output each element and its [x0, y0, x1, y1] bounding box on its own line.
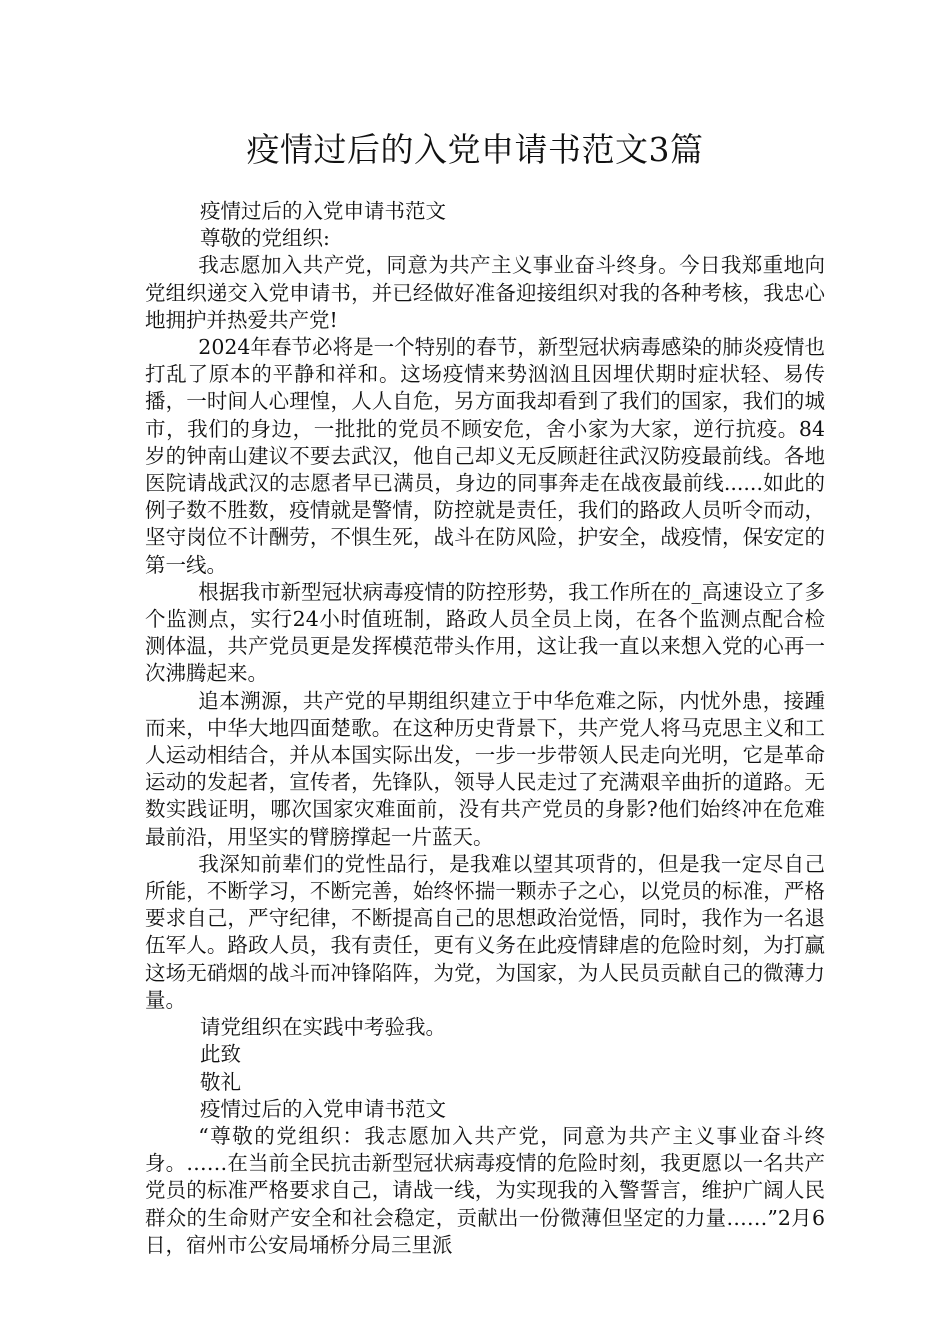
- body-paragraph: 追本溯源，共产党的早期组织建立于中华危难之际，内忧外患，接踵而来，中华大地四面楚歌。在这种历史背景下，共产党人将马克思主义和工人运动相结合，并从本国实际出发，一步一步带领人民走向光明，它是革命运动的发起者，宣传者，先锋队，领导人民走过了充满艰辛曲折的道路。无数实践证明，哪次国家灾难面前，没有共产党员的身影?他们始终冲在危难最前沿，用坚实的臂膀撑起一片蓝天。: [145, 688, 825, 849]
- body-paragraph: 2024年春节必将是一个特别的春节，新型冠状病毒感染的肺炎疫情也打乱了原本的平静和祥和。这场疫情来势汹汹且因埋伏期时症状轻、易传播，一时间人心理惶，人人自危，另方面我却看到了我们的国家，我们的城市，我们的身边，一批批的党员不顾安危，舍小家为大家，逆行抗疫。84岁的钟南山建议不要去武汉，他自己却义无反顾赶往武汉防疫最前线。各地医院请战武汉的志愿者早已满员，身边的同事奔走在战夜最前线......如此的例子数不胜数，疫情就是警情，防控就是责任，我们的路政人员听令而动，坚守岗位不计酬劳，不惧生死，战斗在防风险，护安全，战疫情，保安定的第一线。: [145, 335, 825, 577]
- body-paragraph: 我深知前辈们的党性品行，是我难以望其项背的，但是我一定尽自己所能，不断学习，不断完善，始终怀揣一颗赤子之心，以党员的标准，严格要求自己，严守纪律，不断提高自己的思想政治觉悟，同时，我作为一名退伍军人。路政人员，我有责任，更有义务在此疫情肆虐的危险时刻，为打赢这场无硝烟的战斗而冲锋陷阵，为党，为国家，为人民员贡献自己的微薄力量。: [145, 851, 825, 1012]
- section-heading: 疫情过后的入党申请书范文: [200, 199, 446, 223]
- document-body: [145, 198, 825, 1259]
- body-paragraph: 我志愿加入共产党，同意为共产主义事业奋斗终身。今日我郑重地向党组织递交入党申请书，并已经做好准备迎接组织对我的各种考核，我忠心地拥护并热爱共产党!: [145, 253, 825, 332]
- closing-salute: 敬礼: [200, 1069, 241, 1094]
- salutation: 尊敬的党组织:: [200, 226, 330, 251]
- document-title: 疫情过后的入党申请书范文3篇: [246, 130, 704, 169]
- body-paragraph: “尊敬的党组织：我志愿加入共产党，同意为共产主义事业奋斗终身。……在当前全民抗击新型冠状病毒疫情的危险时刻，我更愿以一名共产党员的标准严格要求自己，请战一线，为实现我的入警誓言，维护广阔人民群众的生命财产安全和社会稳定，贡献出一份微薄但坚定的力量……”2月6日，宿州市公安局埇桥分局三里派: [145, 1123, 825, 1257]
- section-heading: 疫情过后的入党申请书范文: [200, 1096, 446, 1121]
- closing-line: 此致: [200, 1042, 241, 1067]
- closing-request: 请党组织在实践中考验我。: [200, 1015, 446, 1040]
- body-paragraph: 根据我市新型冠状病毒疫情的防控形势，我工作所在的_高速设立了多个监测点，实行24小时值班制，路政人员全员上岗，在各个监测点配合检测体温，共产党员更是发挥模范带头作用，这让我一直以来想入党的心再一次沸腾起来。: [145, 579, 825, 686]
